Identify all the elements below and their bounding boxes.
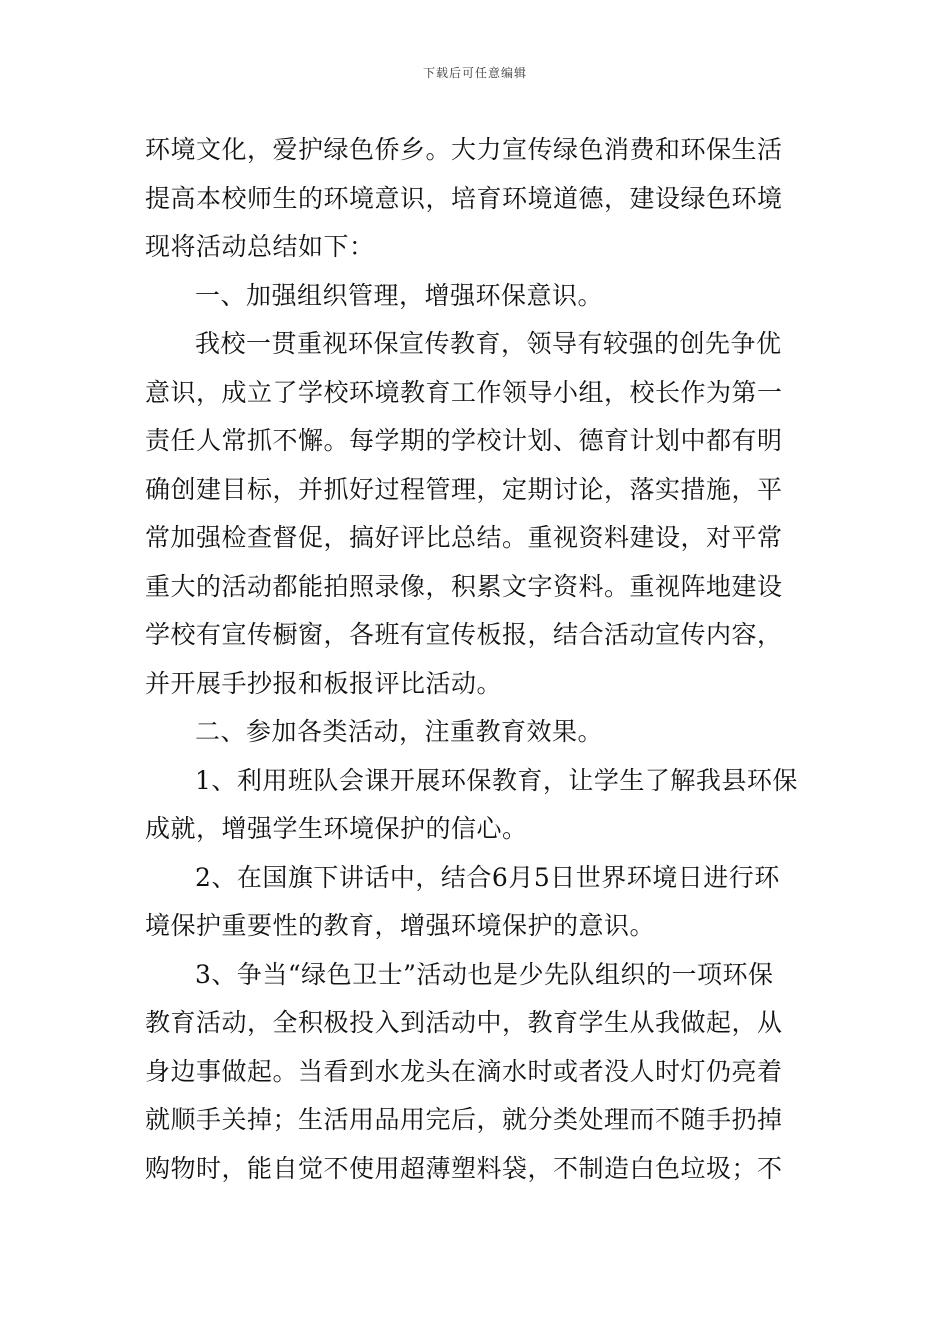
section-heading: 二、参加各类活动，注重教育效果。 <box>195 717 604 746</box>
text-line: 并开展手抄报和板报评比活动。 <box>145 668 503 698</box>
text-line: 2、在国旗下讲话中，结合6月5日世界环境日进行环 <box>195 862 780 892</box>
text-line: 确创建目标，并抓好过程管理，定期讨论，落实措施，平 <box>145 474 783 504</box>
section-heading: 一、加强组织管理，增强环保意识。 <box>195 280 604 310</box>
text-line: 责任人常抓不懈。每学期的学校计划、德育计划中都有明 <box>145 426 783 455</box>
text-line: 提高本校师生的环境意识，培育环境道德，建设绿色环境 <box>145 183 783 213</box>
text-line: 现将活动总结如下： <box>145 232 375 261</box>
document-body <box>145 126 810 1193</box>
text-line: 身边事做起。当看到水龙头在滴水时或者没人时灯仍亮着 <box>145 1056 783 1086</box>
text-line: 境保护重要性的教育，增强环境保护的意识。 <box>145 911 656 940</box>
text-line: 重大的活动都能拍照录像，积累文字资料。重视阵地建设 <box>145 571 783 601</box>
text-line: 成就，增强学生环境保护的信心。 <box>145 814 528 843</box>
text-line: 就顺手关掉；生活用品用完后，就分类处理而不随手扔掉 <box>145 1105 783 1134</box>
text-line: 环境文化，爱护绿色侨乡。大力宣传绿色消费和环保生活 <box>145 135 783 164</box>
page-header-note: 下载后可任意编辑 <box>422 66 527 80</box>
text-line: 学校有宣传橱窗，各班有宣传板报，结合活动宣传内容， <box>145 620 783 649</box>
text-line: 1、利用班队会课开展环保教育，让学生了解我县环保 <box>195 765 798 795</box>
text-line: 教育活动，全积极投入到活动中，教育学生从我做起，从 <box>145 1008 783 1037</box>
text-line: 常加强检查督促，搞好评比总结。重视资料建设，对平常 <box>145 523 783 552</box>
text-line: 我校一贯重视环保宣传教育，领导有较强的创先争优 <box>195 329 782 358</box>
text-line: 购物时，能自觉不使用超薄塑料袋，不制造白色垃圾；不 <box>145 1153 783 1183</box>
text-line: 3、争当“绿色卫士”活动也是少先队组织的一项环保 <box>195 959 774 989</box>
text-line: 意识，成立了学校环境教育工作领导小组，校长作为第一 <box>145 377 783 407</box>
